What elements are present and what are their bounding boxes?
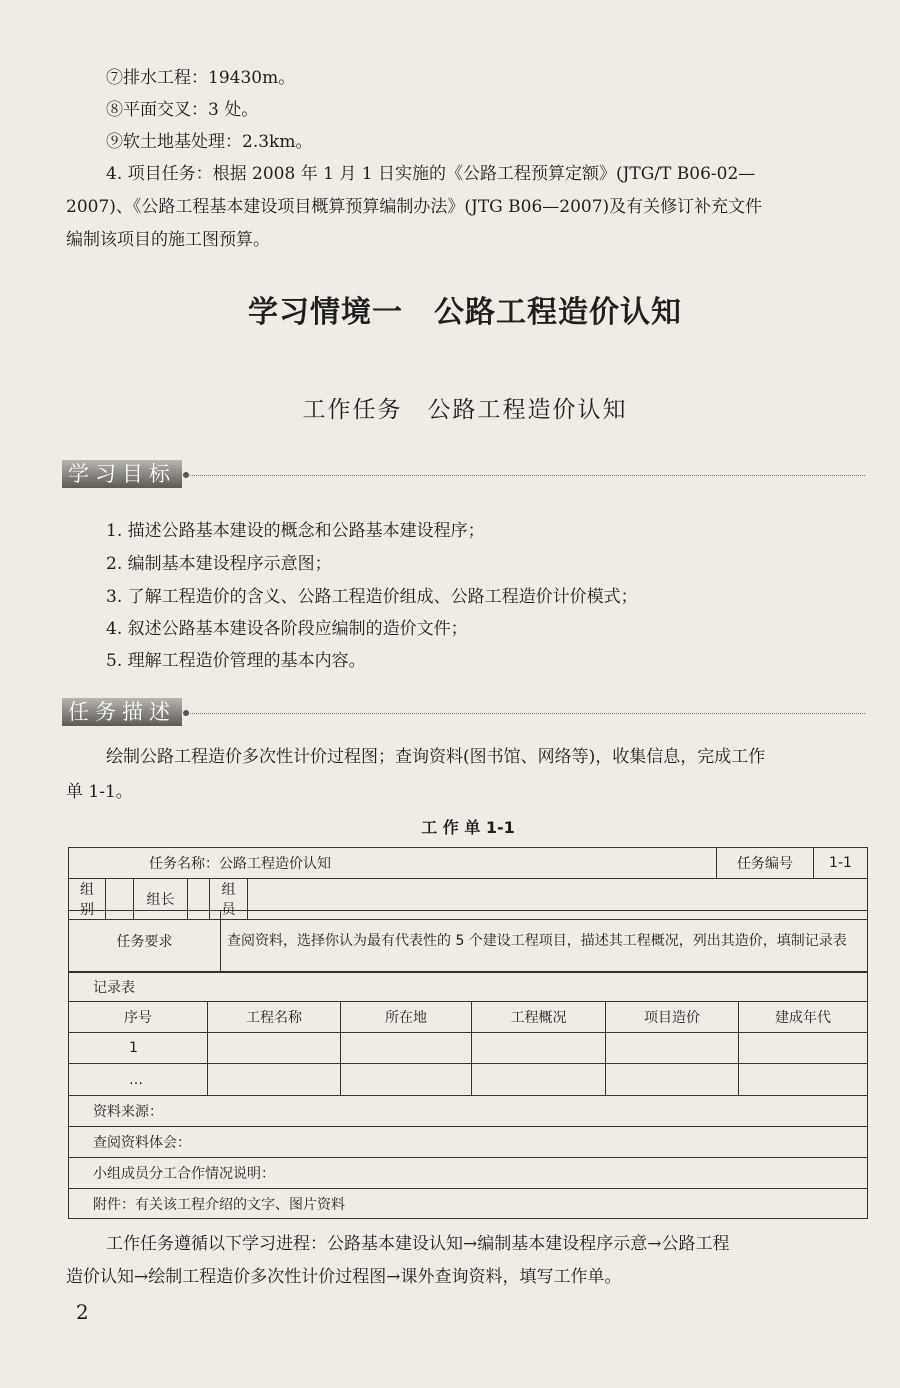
row-index: 1 [69,1033,208,1064]
column-header: 所在地 [341,1002,472,1033]
column-header: 建成年代 [739,1002,868,1033]
page-title: 学习情境一 公路工程造价认知 [248,295,682,330]
goal-item: 1. 描述公路基本建设的概念和公路基本建设程序； [106,521,485,541]
member-label: 组员 [210,879,248,920]
table-cell[interactable] [472,1033,606,1064]
goal-item: 3. 了解工程造价的含义、公路工程造价组成、公路工程造价计价模式； [106,587,638,607]
description-line: 单 1-1。 [66,782,133,802]
table-cell[interactable] [341,1033,472,1064]
intro-line: ⑦排水工程：19430m。 [106,68,296,88]
goal-item: 2. 编制基本建设程序示意图； [106,554,332,574]
worksheet-caption: 工 作 单 1-1 [421,818,515,837]
requirement-text: 查阅资料，选择你认为最有代表性的 5 个建设工程项目，描述其工程概况，列出其造价，填制记录表 [221,911,868,972]
table-cell[interactable] [739,1033,868,1064]
source-field[interactable]: 资料来源： [69,1096,868,1127]
task-no-label: 任务编号 [716,848,813,879]
leader-label: 组长 [134,879,188,920]
task-no: 1-1 [813,848,867,879]
closing-line: 造价认知→绘制工程造价多次性计价过程图→课外查询资料，填写工作单。 [66,1267,622,1287]
task-name-cell: 任务名称：公路工程造价认知 [69,848,717,879]
column-header: 项目造价 [606,1002,739,1033]
page-number: 2 [76,1300,89,1324]
reflection-field[interactable]: 查阅资料体会： [69,1127,868,1158]
section-heading-goals: 学习目标 [62,460,182,488]
goal-item: 4. 叙述公路基本建设各阶段应编制的造价文件； [106,619,468,639]
table-cell[interactable] [472,1064,606,1096]
closing-line: 工作任务遵循以下学习进程：公路基本建设认知→编制基本建设程序示意→公路工程 [106,1234,730,1254]
section-heading-description: 任务描述 [62,698,182,726]
cooperation-field[interactable]: 小组成员分工合作情况说明： [69,1158,868,1189]
table-row [69,1033,868,1064]
requirement-label: 任务要求 [69,911,221,972]
project-task-line: 4. 项目任务：根据 2008 年 1 月 1 日实施的《公路工程预算定额》(JTG/T B06-02— [106,164,756,184]
intro-line: ⑧平面交叉：3 处。 [106,100,259,120]
project-task-line: 2007)、《公路工程基本建设项目概算预算编制办法》(JTG B06—2007)及有关修订补充文件 [66,197,763,217]
row-index: … [69,1064,208,1096]
table-cell[interactable] [606,1064,739,1096]
intro-line: ⑨软土地基处理：2.3km。 [106,132,313,152]
table-cell[interactable] [606,1033,739,1064]
table-cell[interactable] [739,1064,868,1096]
divider [190,713,865,714]
bullet-icon [183,472,189,478]
table-row [69,1064,868,1096]
page-subtitle: 工作任务 公路工程造价认知 [302,397,628,423]
project-task-line: 编制该项目的施工图预算。 [66,230,270,250]
divider [190,475,865,476]
worksheet-requirement-row [68,910,868,972]
goal-item: 5. 理解工程造价管理的基本内容。 [106,651,366,671]
column-header: 工程概况 [472,1002,606,1033]
record-table [68,972,868,1219]
group-label: 组别 [69,879,106,920]
column-header: 工程名称 [208,1002,341,1033]
record-label: 记录表 [69,973,868,1002]
column-header: 序号 [69,1002,208,1033]
description-line: 绘制公路工程造价多次性计价过程图；查询资料(图书馆、网络等)，收集信息，完成工作 [106,747,766,767]
table-cell[interactable] [208,1064,341,1096]
attachment-field[interactable]: 附件：有关该工程介绍的文字、图片资料 [69,1189,868,1219]
table-cell[interactable] [208,1033,341,1064]
bullet-icon [183,710,189,716]
table-cell[interactable] [341,1064,472,1096]
worksheet-table-header [68,847,868,879]
